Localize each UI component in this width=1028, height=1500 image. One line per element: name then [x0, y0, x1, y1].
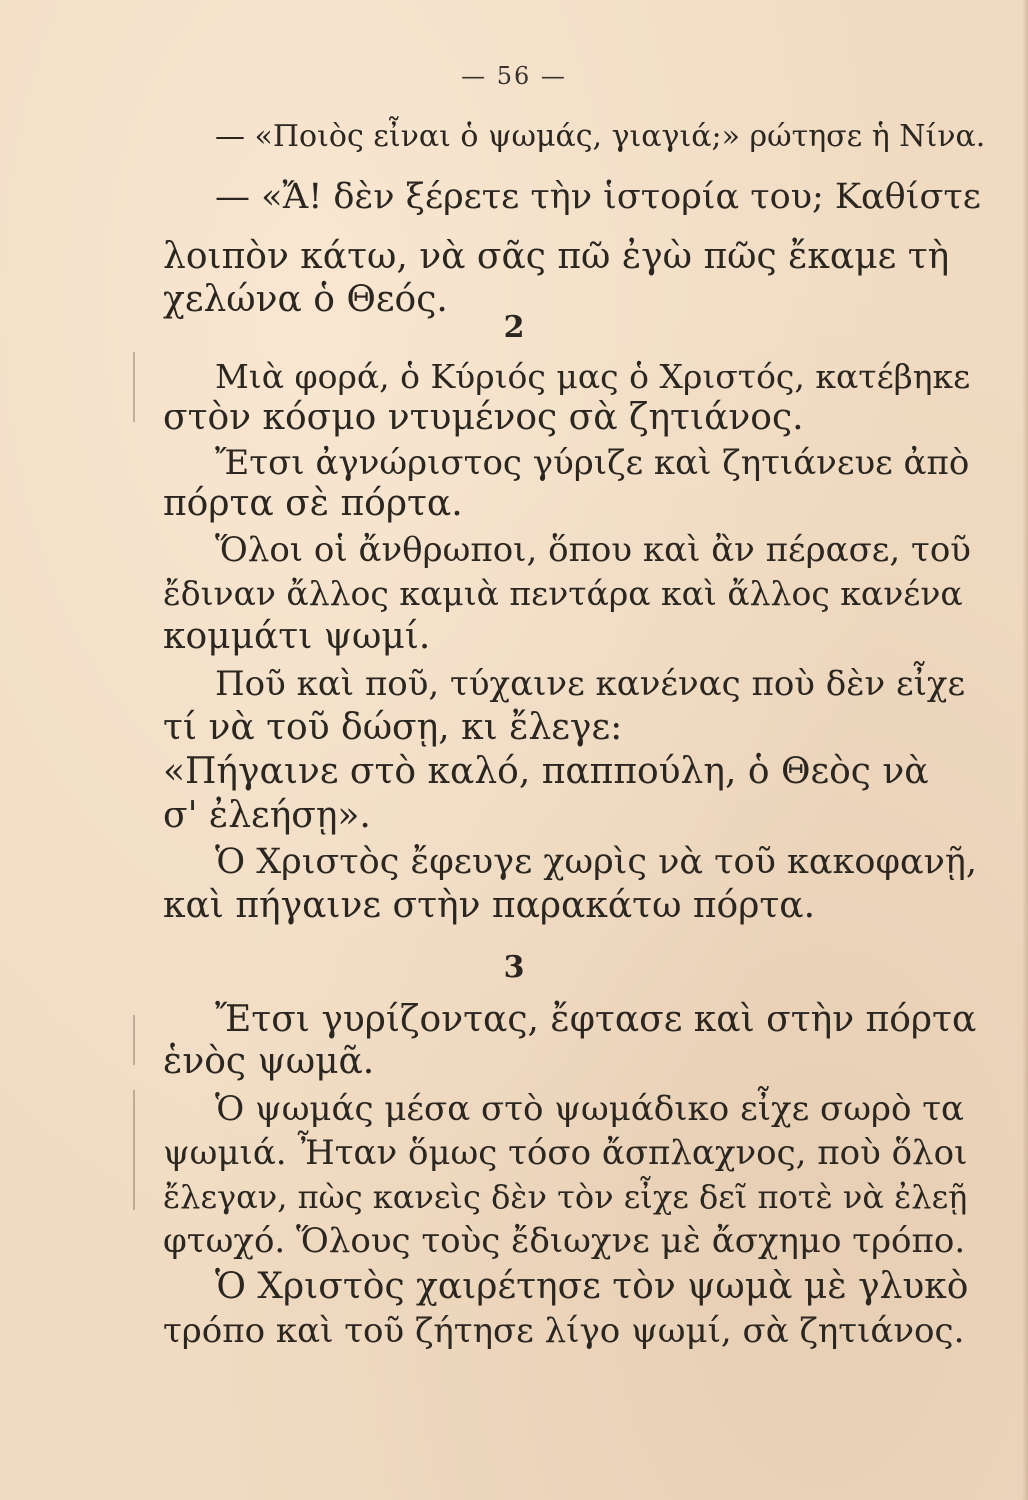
text-line: κομμάτι ψωμί. [163, 616, 431, 657]
section-number: 3 [503, 950, 525, 985]
text-line: τρόπο καὶ τοῦ ζήτησε λίγο ψωμί, σὰ ζητιάνος. [163, 1311, 965, 1351]
text-line: στὸν κόσμο ντυμένος σὰ ζητιάνος. [163, 397, 804, 438]
text-line: πόρτα σὲ πόρτα. [163, 483, 463, 524]
margin-mark [133, 1015, 135, 1065]
text-line: Ὁ Χριστὸς ἔφευγε χωρὶς νὰ τοῦ κακοφανῇ, [215, 842, 977, 882]
text-line: ἔδιναν ἄλλος καμιὰ πεντάρα καὶ ἄλλος κανένα [163, 574, 963, 613]
text-line: Ἔτσι ἀγνώριστος γύριζε καὶ ζητιάνευε ἀπὸ [215, 443, 970, 483]
text-line: χελώνα ὁ Θεός. [163, 279, 448, 320]
text-line: φτωχό. Ὅλους τοὺς ἔδιωχνε μὲ ἄσχημο τρόπο. [163, 1221, 966, 1261]
text-line: ψωμιά. Ἦταν ὅμως τόσο ἄσπλαχνος, ποὺ ὅλοι [163, 1133, 968, 1173]
margin-mark [133, 352, 135, 422]
text-line: ἔλεγαν, πὼς κανεὶς δὲν τὸν εἶχε δεῖ ποτὲ νὰ ἐλεῇ [163, 1178, 968, 1216]
text-line: λοιπὸν κάτω, νὰ σᾶς πῶ ἐγὼ πῶς ἔκαμε τὴ [163, 236, 950, 277]
text-line: «Πήγαινε στὸ καλό, παππούλη, ὁ Θεὸς νὰ [163, 751, 929, 792]
text-line: Μιὰ φορά, ὁ Κύριός μας ὁ Χριστός, κατέβηκε [215, 357, 971, 396]
text-line: — «Ποιὸς εἶναι ὁ ψωμάς, γιαγιά;» ρώτησε ἡ Νίνα. [215, 119, 986, 154]
text-line: Ποῦ καὶ ποῦ, τύχαινε κανένας ποὺ δὲν εἶχε [215, 664, 966, 704]
text-line: τί νὰ τοῦ δώσῃ, κι ἔλεγε: [163, 707, 623, 748]
text-line: ἑνὸς ψωμᾶ. [163, 1041, 375, 1082]
text-line: Ἔτσι γυρίζοντας, ἔφτασε καὶ στὴν πόρτα [215, 999, 977, 1040]
text-line: — «Ἄ! δὲν ξέρετε τὴν ἱστορία του; Καθίστε [215, 177, 981, 217]
page-edge-shadow [1022, 0, 1028, 1500]
page-number: — 56 — [461, 62, 567, 90]
margin-mark [133, 1090, 135, 1210]
text-line: Ὁ Χριστὸς χαιρέτησε τὸν ψωμὰ μὲ γλυκὸ [215, 1266, 969, 1307]
text-line: Ὅλοι οἱ ἄνθρωποι, ὅπου καὶ ἂν πέρασε, τοῦ [215, 530, 971, 570]
section-number: 2 [503, 310, 525, 345]
text-line: Ὁ ψωμάς μέσα στὸ ψωμάδικο εἶχε σωρὸ τα [215, 1089, 965, 1129]
text-line: σ' ἐλεήσῃ». [163, 795, 371, 836]
text-line: καὶ πήγαινε στὴν παρακάτω πόρτα. [163, 885, 816, 926]
